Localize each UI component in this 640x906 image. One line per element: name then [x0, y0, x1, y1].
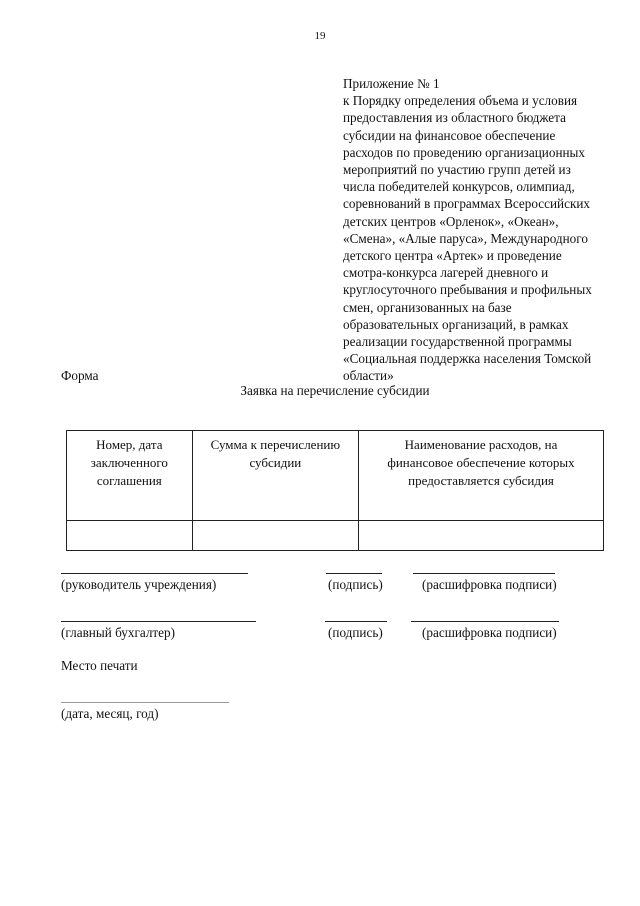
subsidy-request-table	[66, 430, 604, 551]
accountant-signature-line[interactable]	[325, 621, 387, 622]
appendix-line: детского центра «Артек» и проведение	[343, 248, 562, 264]
header-transfer-amount	[192, 431, 358, 521]
appendix-line: субсидии на финансовое обеспечение	[343, 127, 556, 143]
head-role-caption: (руководитель учреждения)	[61, 577, 217, 592]
appendix-line: «Смена», «Алые паруса», Международного	[343, 230, 588, 246]
header-line: заключенного	[90, 455, 168, 470]
header-line: предоставляется субсидия	[408, 473, 554, 488]
header-line: Наименование расходов, на	[404, 437, 558, 452]
appendix-line: детских центров «Орленок», «Океан»,	[343, 213, 559, 229]
appendix-line: смен, организованных на базе	[343, 299, 512, 315]
head-signature-caption: (подпись)	[328, 577, 383, 592]
appendix-line: соревнований в программах Всероссийских	[343, 196, 591, 212]
appendix-line: области»	[343, 368, 394, 384]
header-line: Номер, дата	[96, 437, 163, 452]
table-cell[interactable]	[192, 521, 358, 551]
head-role-line[interactable]	[61, 573, 248, 574]
header-line: финансовое обеспечение которых	[387, 455, 575, 470]
accountant-decoding-caption: (расшифровка подписи)	[422, 625, 557, 640]
table-header-row	[67, 431, 604, 521]
appendix-line: реализации государственной программы	[343, 334, 572, 350]
header-expense-name	[359, 431, 604, 521]
date-caption: (дата, месяц, год)	[61, 706, 159, 721]
accountant-role-line[interactable]	[61, 621, 256, 622]
header-line: Сумма к перечислению	[210, 437, 341, 452]
appendix-line: предоставления из областного бюджета	[343, 110, 566, 126]
accountant-signature-caption: (подпись)	[328, 625, 383, 640]
header-line: соглашения	[96, 473, 162, 488]
table-cell[interactable]	[67, 521, 193, 551]
appendix-block	[343, 75, 615, 385]
head-decoding-caption: (расшифровка подписи)	[422, 577, 557, 592]
head-decoding-line[interactable]	[413, 573, 555, 574]
head-signature-line[interactable]	[326, 573, 382, 574]
date-line[interactable]	[61, 702, 229, 703]
table-cell[interactable]	[359, 521, 604, 551]
header-agreement-number-date	[67, 431, 193, 521]
appendix-line: образовательных организаций, в рамках	[343, 316, 569, 332]
appendix-line: расходов по проведению организационных	[343, 144, 586, 160]
appendix-line: Приложение № 1	[343, 76, 440, 91]
accountant-decoding-line[interactable]	[411, 621, 559, 622]
stamp-place-label: Место печати	[61, 658, 138, 673]
header-line: субсидии	[249, 455, 302, 470]
page-number: 19	[314, 30, 326, 42]
form-title: Заявка на перечисление субсидии	[240, 383, 430, 398]
appendix-line: круглосуточного пребывания и профильных	[343, 282, 592, 298]
appendix-line: смотра-конкурса лагерей дневного и	[343, 265, 549, 281]
appendix-line: «Социальная поддержка населения Томской	[343, 351, 592, 367]
appendix-line: числа победителей конкурсов, олимпиад,	[343, 179, 575, 195]
table-row	[67, 521, 604, 551]
appendix-line: мероприятий по участию групп детей из	[343, 162, 571, 178]
appendix-line: к Порядку определения объема и условия	[343, 93, 578, 109]
accountant-role-caption: (главный бухгалтер)	[61, 625, 176, 640]
form-label: Форма	[61, 368, 99, 383]
